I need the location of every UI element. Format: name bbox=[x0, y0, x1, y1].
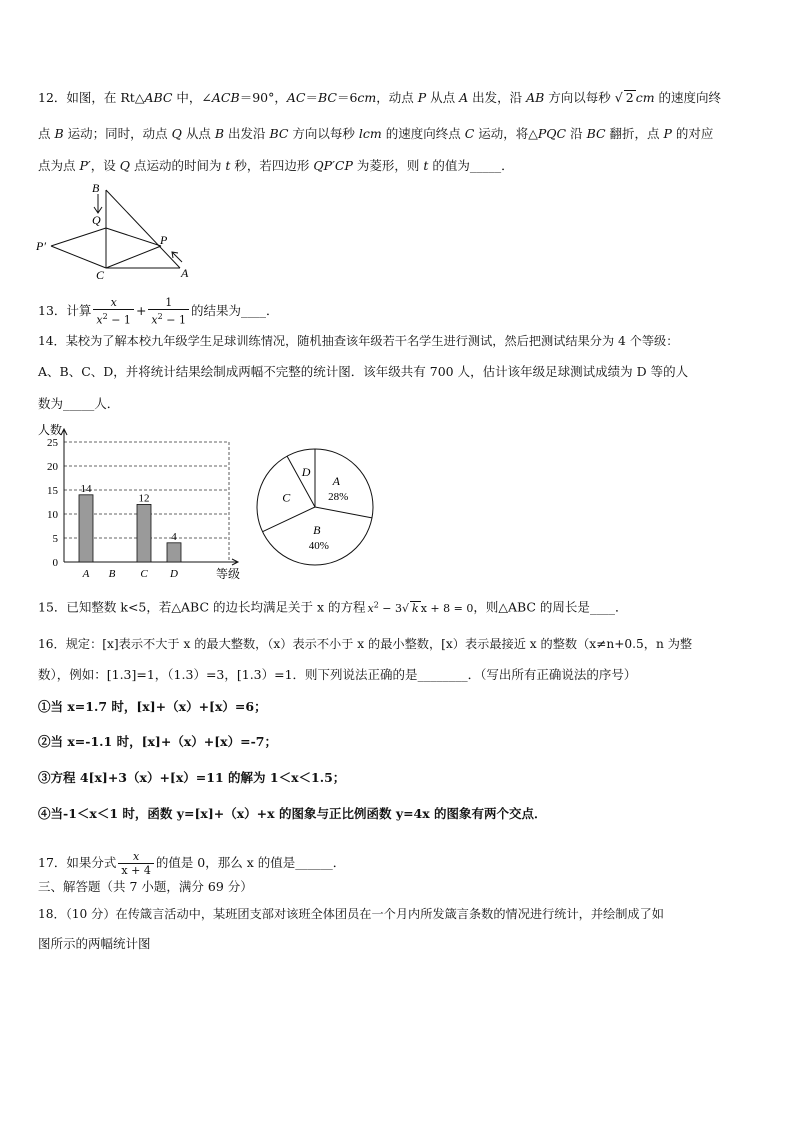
pie-slice-edge bbox=[263, 507, 315, 532]
y-tick-label: 5 bbox=[52, 533, 58, 545]
sqrt-sign: √ bbox=[614, 90, 623, 105]
pie-slice-percent: 28% bbox=[328, 490, 349, 503]
answer-blank: ______ bbox=[295, 855, 333, 870]
answer-blank: _____ bbox=[469, 158, 502, 173]
answer-blank: ________ bbox=[417, 667, 468, 682]
q14-line-3: 数为_____人． bbox=[38, 396, 120, 411]
answer-blank: ____ bbox=[240, 302, 266, 318]
segment-BA bbox=[106, 190, 180, 268]
segment-QP bbox=[106, 228, 161, 246]
q16-option-1: ①当 x=1.7 时，[x]+（x）+[x）=6； bbox=[38, 699, 267, 714]
bar-data-label: 4 bbox=[171, 530, 177, 543]
q16-line-1: 16．规定：[x]表示不大于 x 的最大整数，（x）表示不小于 x 的最小整数，[x）表示最接近 x 的整数（x≠n+0.5，n 为整 bbox=[38, 637, 693, 651]
label-A: A bbox=[181, 266, 189, 280]
x-axis-title: 等级 bbox=[216, 567, 241, 581]
bar-data-label: 12 bbox=[138, 492, 150, 505]
bar bbox=[167, 543, 181, 562]
label-Q: Q bbox=[92, 213, 101, 227]
answer-blank: _____ bbox=[63, 396, 95, 411]
segment-CP bbox=[106, 246, 161, 268]
y-tick-label: 10 bbox=[47, 509, 58, 521]
label-P-prime: P′ bbox=[36, 239, 46, 253]
fraction-x-over-x-plus-4: $\frac{x}{x + 4}$ bbox=[118, 850, 153, 877]
label-C: C bbox=[96, 268, 105, 280]
y-tick-label: 25 bbox=[47, 437, 58, 449]
pie-slice-percent: 40% bbox=[308, 539, 329, 552]
q14-line-1: 14．某校为了解本校九年级学生足球训练情况，随机抽查该年级若干名学生进行测试，然后把测试结果分为 4 个等级： bbox=[38, 334, 679, 348]
bar bbox=[137, 504, 151, 562]
q16-option-3: ③方程 4[x]+3（x）+[x）=11 的解为 1＜x＜1.5； bbox=[38, 770, 346, 785]
q13-line: 13．计算 $\frac{x}{x^2 - 1}$ + $\frac{1}{x^2 - 1}$ 的结果为____． bbox=[38, 296, 279, 327]
y-tick-label: 20 bbox=[47, 461, 58, 473]
q17-line: 17．如果分式 $\frac{x}{x + 4}$ 的值是 0，那么 x 的值是______． bbox=[38, 850, 346, 877]
x-tick-label: C bbox=[140, 568, 148, 580]
q16-option-4: ④当-1＜x＜1 时，函数 y=[x]+（x）+x 的图象与正比例函数 y=4x 的图象有两个交点． bbox=[38, 806, 547, 821]
bar-data-label: 14 bbox=[80, 482, 92, 495]
bar-chart bbox=[34, 420, 254, 584]
q16-option-2: ②当 x=-1.1 时，[x]+（x）+[x）=-7； bbox=[38, 734, 277, 749]
y-tick-label: 0 bbox=[52, 557, 58, 569]
answer-blank: ____ bbox=[589, 599, 615, 615]
x-tick-label: B bbox=[108, 568, 116, 580]
q14-line-2: A、B、C、D，并将统计结果绘制成两幅不完整的统计图．该年级共有 700 人，估计该年级足球测试成绩为 D 等的人 bbox=[38, 364, 689, 379]
pie-slice-edge bbox=[287, 456, 315, 507]
x-tick-label: A bbox=[82, 568, 90, 580]
pie-chart bbox=[252, 444, 378, 570]
fraction-x-over-x2-1: $\frac{x}{x^2 - 1}$ bbox=[93, 296, 134, 327]
pie-slice-edge bbox=[315, 507, 372, 518]
pie-slice-label: C bbox=[282, 490, 291, 505]
segment-QP-prime bbox=[51, 228, 106, 246]
x-tick-label: D bbox=[170, 568, 178, 580]
section-heading: 三、解答题（共 7 小题，满分 69 分） bbox=[38, 879, 253, 894]
label-B: B bbox=[92, 181, 100, 195]
bar bbox=[79, 495, 93, 562]
y-axis-title: 人数 bbox=[38, 423, 63, 437]
q12-line-1: 12．如图，在 Rt△ABC 中，∠ACB＝90°，AC＝BC＝6cm，动点 P 从点 A 出发，沿 AB 方向以每秒 √ 2 cm 的速度向终 bbox=[38, 90, 722, 105]
q18-line-1: 18．（10 分）在传箴言活动中，某班团支部对该班全体团员在一个月内所发箴言条数的情况进行统计，并绘制成了如 bbox=[38, 907, 664, 921]
q15-line: 15．已知整数 k<5，若△ABC 的边长均满足关于 x 的方程 $x^2 - 3√$ k x + 8 = 0，则△ABC 的周长是____． bbox=[38, 599, 628, 615]
segment-CP-prime bbox=[51, 246, 106, 268]
q12-geometry-figure bbox=[34, 180, 194, 280]
quadratic-equation: $x^2 - 3√$ k x + 8 = 0 bbox=[367, 600, 474, 615]
pie-slice-label: D bbox=[301, 465, 311, 480]
y-tick-label: 15 bbox=[47, 485, 58, 497]
q18-line-2: 图所示的两幅统计图 bbox=[38, 936, 151, 951]
pie-slice-label: A bbox=[332, 473, 340, 488]
q12-line-3: 点为点 P′，设 Q 点运动的时间为 t 秒，若四边形 QP′CP 为菱形，则 t 的值为_____． bbox=[38, 158, 514, 173]
fraction-1-over-x2-1: $\frac{1}{x^2 - 1}$ bbox=[148, 296, 189, 327]
label-P: P bbox=[160, 233, 168, 247]
q12-line-2: 点 B 运动；同时，动点 Q 从点 B 出发沿 BC 方向以每秒 lcm 的速度向终点 C 运动，将△PQC 沿 BC 翻折，点 P 的对应 bbox=[38, 126, 714, 141]
q16-line-2: 数），例如：[1.3]=1，（1.3）=3，[1.3）=1．则下列说法正确的是________．（写出所有正确说法的序号） bbox=[38, 667, 637, 682]
pie-slice-label: B bbox=[313, 522, 321, 537]
